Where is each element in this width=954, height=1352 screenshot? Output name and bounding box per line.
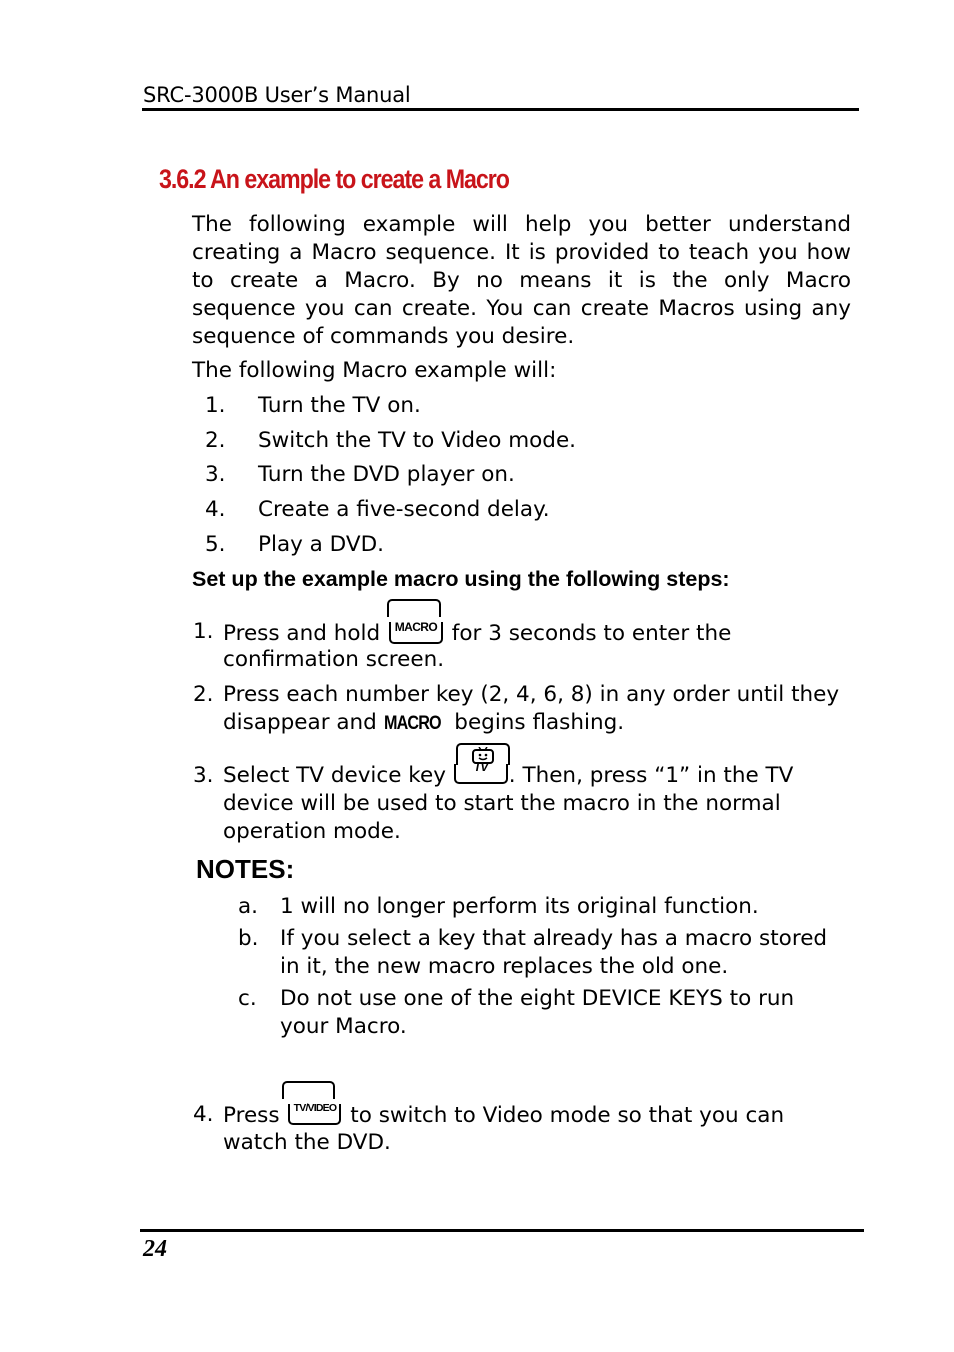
intro-paragraph: The following example will help you better understand creating a Macro sequence. It is provided to teach you how to create a Macro. By no means it is the only Macro sequence you can create. You can create Macros using any sequence of commands you desire. xyxy=(192,212,851,349)
step-text: Press and hold MACRO for 3 seconds to enter the xyxy=(223,620,732,646)
step-2-continuation: disappear and MACRO begins flashing. xyxy=(223,709,624,738)
step-text: Select TV device key TV . Then, press “1” in the TV xyxy=(223,760,794,788)
footer-rule xyxy=(140,1229,864,1232)
running-header: SRC-3000B User’s Manual xyxy=(143,83,411,107)
list-item-text: Create a five-second delay. xyxy=(258,497,550,522)
list-item xyxy=(205,461,515,489)
list-item-text: Play a DVD. xyxy=(258,532,384,557)
step-4-continuation: watch the DVD. xyxy=(223,1130,391,1155)
header-rule xyxy=(142,108,859,111)
note-text: 1 will no longer perform its original function. xyxy=(280,894,759,919)
list-item-number: 3. xyxy=(205,462,226,487)
note-text: Do not use one of the eight DEVICE KEYS to run xyxy=(280,986,795,1011)
step-number: 3. xyxy=(193,763,214,788)
note-letter: b. xyxy=(238,926,259,951)
step-1 xyxy=(193,618,732,646)
list-item-number: 2. xyxy=(205,428,226,453)
steps-heading: Set up the example macro using the following steps: xyxy=(192,567,730,591)
note-letter: c. xyxy=(238,986,257,1011)
notes-title: NOTES: xyxy=(196,854,295,884)
step-1-continuation: confirmation screen. xyxy=(223,647,445,672)
step-number: 4. xyxy=(193,1102,214,1127)
list-item xyxy=(205,427,577,455)
step-3 xyxy=(193,760,794,790)
step-3-continuation: device will be used to start the macro in the normal xyxy=(223,791,781,816)
step-2 xyxy=(193,681,840,709)
note-b xyxy=(238,925,828,953)
list-item xyxy=(205,531,384,559)
step-3-continuation: operation mode. xyxy=(223,819,401,844)
list-item-number: 5. xyxy=(205,532,226,557)
page-number: 24 xyxy=(143,1236,167,1262)
macro-indicator-word: MACRO xyxy=(383,713,441,734)
note-a xyxy=(238,893,759,921)
list-item xyxy=(205,496,550,524)
step-text: Press TV/VIDEO to switch to Video mode so that you can xyxy=(223,1102,785,1128)
list-item-text: Turn the DVD player on. xyxy=(258,462,515,487)
list-item-text: Turn the TV on. xyxy=(258,393,421,418)
note-text: If you select a key that already has a macro stored xyxy=(280,926,828,951)
step-number: 2. xyxy=(193,682,214,707)
tv-key-icon: TV xyxy=(454,764,508,784)
note-letter: a. xyxy=(238,894,259,919)
list-item xyxy=(205,392,421,420)
tv-video-key-icon: TV/VIDEO xyxy=(288,1104,341,1125)
list-item-number: 1. xyxy=(205,393,226,418)
note-c-continuation: your Macro. xyxy=(280,1014,407,1039)
note-b-continuation: in it, the new macro replaces the old one. xyxy=(280,954,729,979)
step-4 xyxy=(193,1101,785,1129)
list-intro: The following Macro example will: xyxy=(192,358,557,383)
step-text: Press each number key (2, 4, 6, 8) in any order until they xyxy=(223,682,840,707)
list-item-text: Switch the TV to Video mode. xyxy=(258,428,577,453)
section-title: 3.6.2 An example to create a Macro xyxy=(159,164,509,194)
step-number: 1. xyxy=(193,619,214,644)
note-c xyxy=(238,985,795,1013)
list-item-number: 4. xyxy=(205,497,226,522)
macro-key-icon: MACRO xyxy=(389,622,443,644)
